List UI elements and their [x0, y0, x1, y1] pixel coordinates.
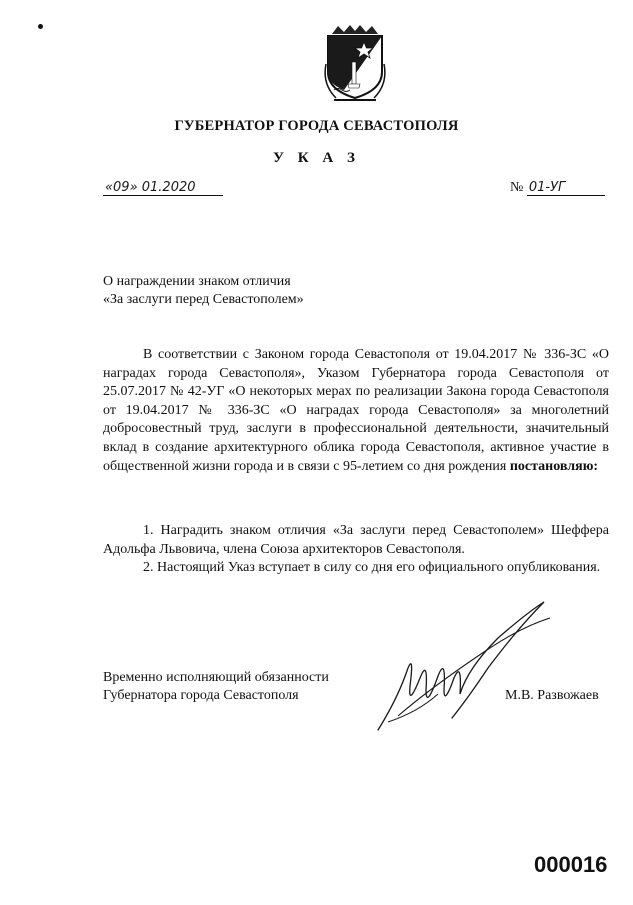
decree-date	[103, 180, 223, 196]
decree-items	[103, 522, 609, 578]
preamble-text: В соответствии с Законом города Севастополя от 19.04.2017 № 336-ЗС «О наградах города Севастополя», Указом Губернатора города Севастополя от 25.07.2017 № 42-УГ «О некоторых мерах по реализации Закона города Севастополя от 19.04.2017 № 336-ЗС «О наградах города Севастополя» за многолетний добросовестный труд, заслуги в профессиональной деятельности, значительный вклад в создание архитектурного облика города Севастополя, активное участие в общественной жизни города и в связи с 95-летием со дня рождения	[103, 347, 609, 474]
resolve-word: постановляю:	[509, 458, 599, 474]
decree-preamble	[103, 346, 609, 476]
number-handwritten: 01-УГ	[527, 180, 605, 196]
handwritten-signature	[368, 598, 558, 738]
scan-speck	[38, 24, 43, 29]
decree-item-2: 2. Настоящий Указ вступает в силу со дня его официального опубликования.	[143, 560, 601, 576]
decree-item-1: 1. Наградить знаком отличия «За заслуги перед Севастополем» Шеффера Адольфа Львовича, члена Союза архитекторов Севастополя.	[103, 523, 609, 557]
decree-subject	[103, 273, 304, 309]
document-type-title: У К А З	[273, 150, 360, 166]
signatory-position	[103, 669, 329, 705]
decree-number	[510, 180, 605, 196]
subject-line-2: «За заслуги перед Севастополем»	[103, 292, 304, 307]
signatory-position-line-2: Губернатора города Севастополя	[103, 688, 299, 703]
signatory-name: М.В. Развожаев	[505, 688, 599, 703]
issuing-authority: ГУБЕРНАТОР ГОРОДА СЕВАСТОПОЛЯ	[174, 118, 459, 134]
sevastopol-coat-of-arms-icon	[324, 24, 386, 104]
subject-line-1: О награждении знаком отличия	[103, 274, 291, 289]
serial-number: 000016	[534, 852, 608, 877]
signatory-position-line-1: Временно исполняющий обязанности	[103, 670, 329, 685]
date-handwritten: «09» 01.2020	[103, 180, 223, 196]
number-prefix: №	[510, 180, 524, 195]
